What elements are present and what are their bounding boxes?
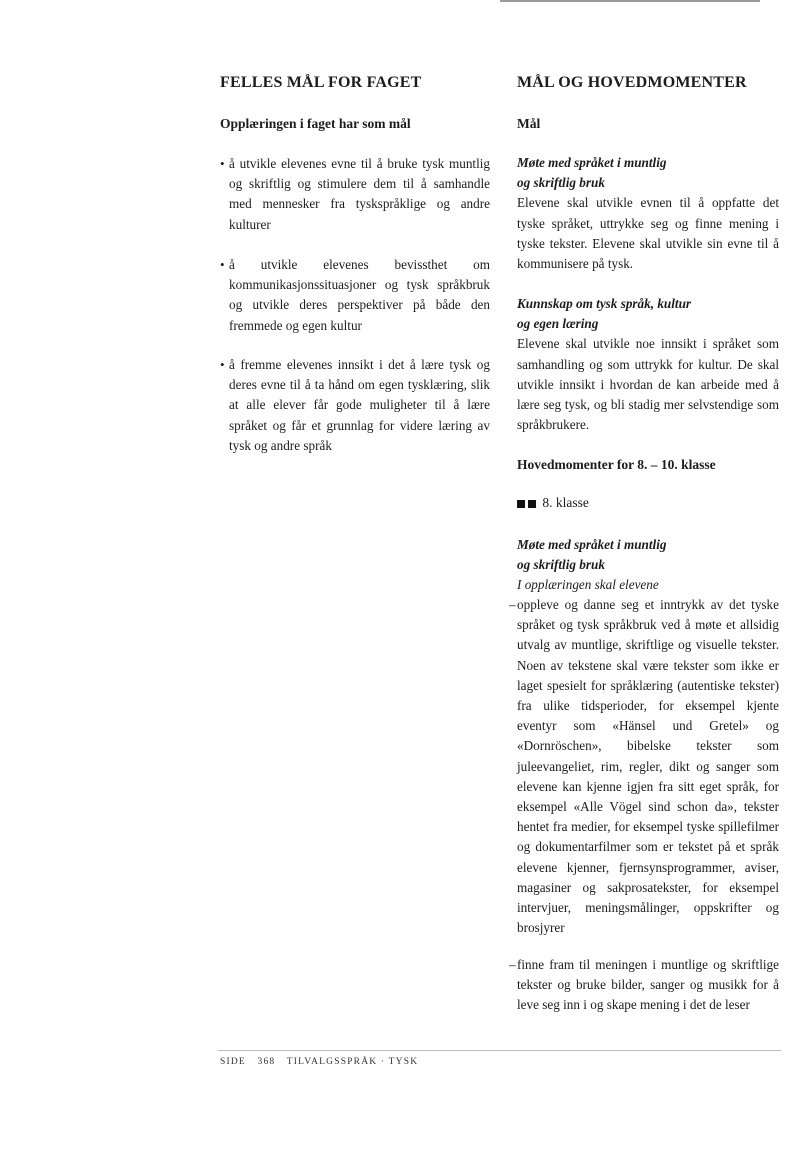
list-item [509, 955, 779, 1016]
goal-block-muntlig [517, 153, 779, 274]
bullet-icon: • [220, 357, 225, 372]
goal-text: Elevene skal utvikle noe innsikt i språket som samhandling og som uttrykk for kultur. De skal utvikle innsikt i hvordan de kan arbeide med å lære seg tysk, og bli stadig mer selvstendige som språkbrukere. [517, 336, 779, 433]
goal-text: Elevene skal utvikle evnen til å oppfatte det tyske språket, uttrykke seg og finne mening i tyske tekster. Elevene skal utvikle sin evne til å kommunisere på tysk. [517, 195, 779, 272]
hovedmomenter-heading: Hovedmomenter for 8. – 10. klasse [517, 457, 716, 472]
right-column-heading: MÅL OG HOVEDMOMENTER [517, 74, 747, 91]
goal-block-kunnskap [517, 294, 779, 435]
list-item-text: oppleve og danne seg et inntrykk av det tyske språket og tysk språkbruk ved å møte et allsidig utvalg av muntlige, skriftlige og visuelle tekster. Noen av tekstene skal være tekster som ikke er laget spesielt for språklæring (autentiske tekster) fra ulike tidsperioder, for eksempel kjente eventyr som «Hänsel und Gretel» og «Dornröschen», bibelske tekster som juleevangeliet, rim, regler, dikt og sanger som elevene kan kjenne igjen fra sitt eget språk, for eksempel «Alle Vögel sind schon da», tekster hentet fra medier, for eksempel tyske spillefilmer og dokumentarfilmer som er tekstet på et språk elevene kjenner, fjernsynsprogrammer, aviser, magasiner og sakprosatekster, for eksempel intervjuer, meningsmålinger, oppskrifter og brosjyrer [517, 597, 779, 936]
dash-marker: – [509, 597, 516, 612]
square-marker-icon [517, 496, 539, 512]
section-muntlig [517, 535, 779, 596]
left-column-heading: FELLES MÅL FOR FAGET [220, 74, 422, 91]
left-intro: Opplæringen i faget har som mål [220, 116, 411, 131]
goal-bullet [220, 255, 490, 336]
goal-bullet-text: å utvikle elevenes evne til å bruke tysk muntlig og skriftlig og stimulere dem til å samhandle med mennesker fra tyskspråklige og andre kulturer [229, 156, 490, 232]
footer-page-number: 368 [257, 1057, 276, 1067]
goal-bullet-text: å fremme elevenes innsikt i det å lære tysk og deres evne til å ta hånd om egen tysklæring, slik at alle elever får gode muligheter til å lære språket og får et grunnlag for videre læring av tysk og andre språk [229, 357, 490, 453]
goal-title-cont: og skriftlig bruk [517, 175, 605, 191]
footer-side-label: SIDE [220, 1057, 246, 1067]
footer-section: TILVALGSSPRÅK · TYSK [286, 1057, 419, 1067]
bullet-icon: • [220, 156, 225, 171]
list-item [509, 595, 779, 938]
list-item-text: finne fram til meningen i muntlige og skriftlige tekster og bruke bilder, sanger og musikk for å leve seg inn i og skape mening i det de leser [517, 957, 779, 1013]
footer-rule [218, 1050, 781, 1051]
mal-label: Mål [517, 116, 541, 131]
goal-title: Kunnskap om tysk språk, kultur [517, 296, 692, 311]
goal-bullet-text: å utvikle elevenes bevissthet om kommunikasjonssituasjoner og tysk språkbruk og utvikle deres perspektiver på både den fremmede og egen kultur [229, 257, 490, 333]
bullet-icon: • [220, 257, 225, 272]
top-edge-rule [500, 0, 760, 2]
goal-bullet [220, 154, 490, 235]
page-footer [220, 1057, 426, 1067]
klasse-label-row [517, 495, 589, 512]
goal-title-cont: og egen læring [517, 316, 599, 332]
section-lead: I opplæringen skal elevene [517, 577, 659, 593]
goal-title: Møte med språket i muntlig [517, 155, 667, 170]
section-title: Møte med språket i muntlig [517, 537, 667, 552]
section-title-cont: og skriftlig bruk [517, 557, 605, 573]
dash-marker: – [509, 957, 516, 972]
klasse-label: 8. klasse [542, 495, 589, 510]
goal-bullet [220, 355, 490, 456]
